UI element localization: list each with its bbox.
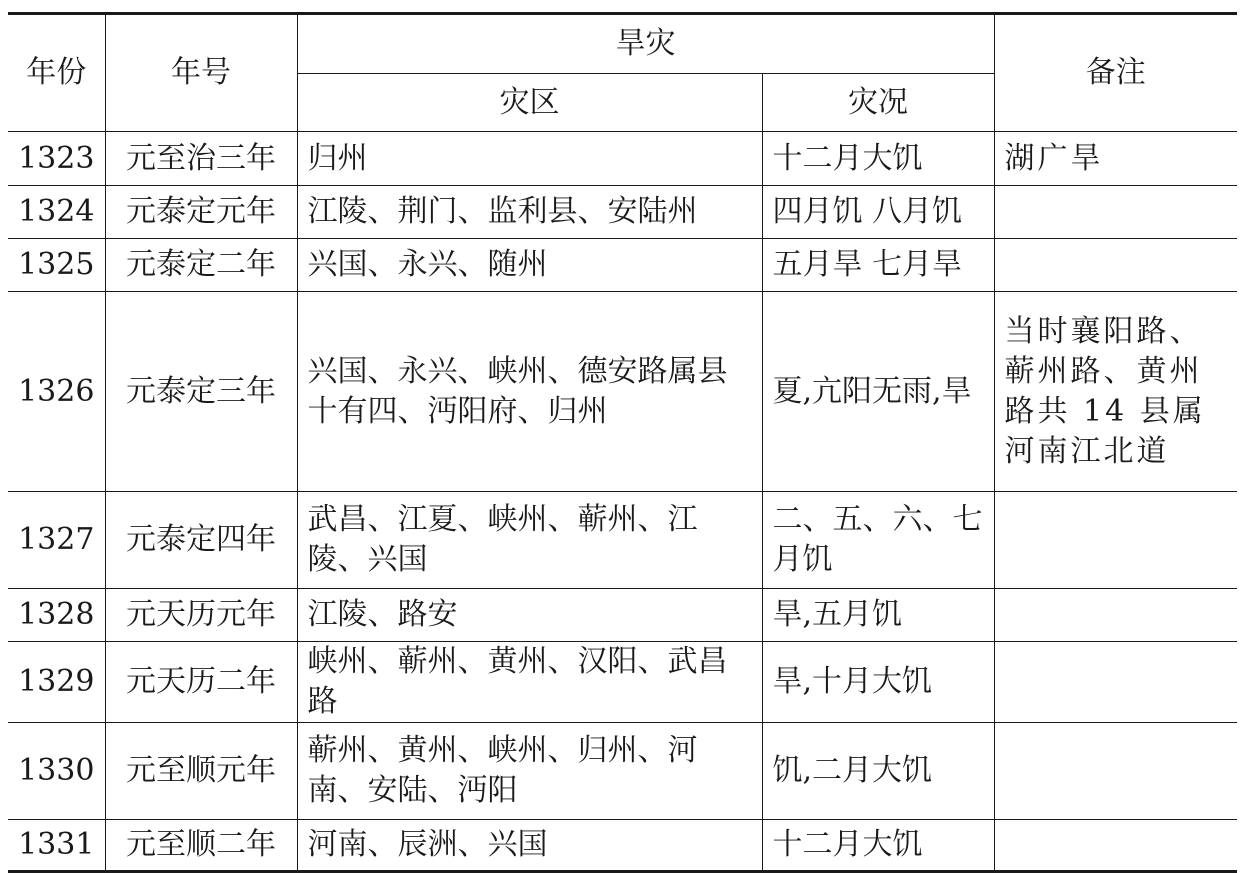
header-drought: 旱灾 xyxy=(297,14,994,74)
table-row xyxy=(8,820,1237,872)
table-row xyxy=(8,723,1237,820)
year-cell: 1329 xyxy=(8,642,105,723)
year-cell: 1328 xyxy=(8,589,105,642)
era-cell: 元至治三年 xyxy=(105,132,297,186)
header-area: 灾区 xyxy=(297,74,762,132)
note-cell xyxy=(994,186,1237,239)
condition-cell: 五月旱 七月旱 xyxy=(762,239,994,292)
note-cell xyxy=(994,820,1237,872)
year-cell: 1323 xyxy=(8,132,105,186)
note-cell: 湖广旱 xyxy=(994,132,1237,186)
year-cell: 1331 xyxy=(8,820,105,872)
area-cell: 武昌、江夏、峡州、蕲州、江陵、兴国 xyxy=(297,492,762,589)
table-row xyxy=(8,132,1237,186)
year-cell: 1330 xyxy=(8,723,105,820)
note-cell xyxy=(994,589,1237,642)
header-era: 年号 xyxy=(105,14,297,132)
area-cell: 峡州、蕲州、黄州、汉阳、武昌路 xyxy=(297,642,762,723)
area-cell: 河南、辰洲、兴国 xyxy=(297,820,762,872)
era-cell: 元泰定四年 xyxy=(105,492,297,589)
area-cell: 江陵、荆门、监利县、安陆州 xyxy=(297,186,762,239)
header-condition: 灾况 xyxy=(762,74,994,132)
area-cell: 江陵、路安 xyxy=(297,589,762,642)
era-cell: 元至顺元年 xyxy=(105,723,297,820)
table-row xyxy=(8,492,1237,589)
area-cell: 归州 xyxy=(297,132,762,186)
table-body xyxy=(8,132,1237,872)
condition-cell: 夏,亢阳无雨,旱 xyxy=(762,292,994,492)
area-cell: 蕲州、黄州、峡州、归州、河南、安陆、沔阳 xyxy=(297,723,762,820)
year-cell: 1324 xyxy=(8,186,105,239)
table-row xyxy=(8,292,1237,492)
era-cell: 元天历二年 xyxy=(105,642,297,723)
era-cell: 元至顺二年 xyxy=(105,820,297,872)
condition-cell: 十二月大饥 xyxy=(762,820,994,872)
header-year: 年份 xyxy=(8,14,105,132)
condition-cell: 旱,五月饥 xyxy=(762,589,994,642)
condition-cell: 旱,十月大饥 xyxy=(762,642,994,723)
table-row xyxy=(8,239,1237,292)
note-cell xyxy=(994,642,1237,723)
note-cell: 当时襄阳路、蕲州路、黄州路共 14 县属河南江北道 xyxy=(994,292,1237,492)
year-cell: 1325 xyxy=(8,239,105,292)
era-cell: 元泰定元年 xyxy=(105,186,297,239)
era-cell: 元泰定三年 xyxy=(105,292,297,492)
era-cell: 元泰定二年 xyxy=(105,239,297,292)
note-cell xyxy=(994,239,1237,292)
drought-table xyxy=(8,12,1237,873)
area-cell: 兴国、永兴、随州 xyxy=(297,239,762,292)
era-cell: 元天历元年 xyxy=(105,589,297,642)
area-cell: 兴国、永兴、峡州、德安路属县十有四、沔阳府、归州 xyxy=(297,292,762,492)
note-cell xyxy=(994,492,1237,589)
table-header xyxy=(8,14,1237,132)
header-note: 备注 xyxy=(994,14,1237,132)
condition-cell: 四月饥 八月饥 xyxy=(762,186,994,239)
condition-cell: 饥,二月大饥 xyxy=(762,723,994,820)
year-cell: 1326 xyxy=(8,292,105,492)
year-cell: 1327 xyxy=(8,492,105,589)
condition-cell: 十二月大饥 xyxy=(762,132,994,186)
table-row xyxy=(8,186,1237,239)
table-row xyxy=(8,589,1237,642)
table-row xyxy=(8,642,1237,723)
condition-cell: 二、五、六、七月饥 xyxy=(762,492,994,589)
note-cell xyxy=(994,723,1237,820)
